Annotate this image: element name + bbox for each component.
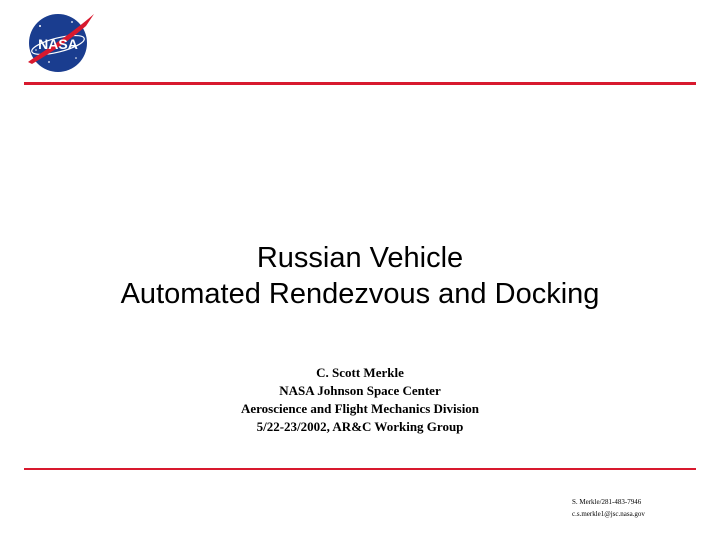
event-info: 5/22-23/2002, AR&C Working Group <box>256 419 464 434</box>
logo-wordmark: NASA <box>38 36 78 52</box>
presenter-division: Aeroscience and Flight Mechanics Division <box>240 401 480 416</box>
top-rule <box>24 82 696 85</box>
contact-phone: S. Merkle/281-483-7946 <box>572 498 642 506</box>
presenter-organization: NASA Johnson Space Center <box>279 383 441 398</box>
title-line-2: Automated Rendezvous and Docking <box>120 278 600 310</box>
presenter-name: C. Scott Merkle <box>316 365 404 380</box>
contact-info <box>572 496 645 520</box>
slide-title <box>0 240 720 312</box>
contact-email: c.s.merkle1@jsc.nasa.gov <box>572 510 645 518</box>
presenter-info <box>0 364 720 436</box>
nasa-logo <box>22 10 96 76</box>
title-line-1: Russian Vehicle <box>256 242 464 274</box>
bottom-rule <box>24 468 696 470</box>
